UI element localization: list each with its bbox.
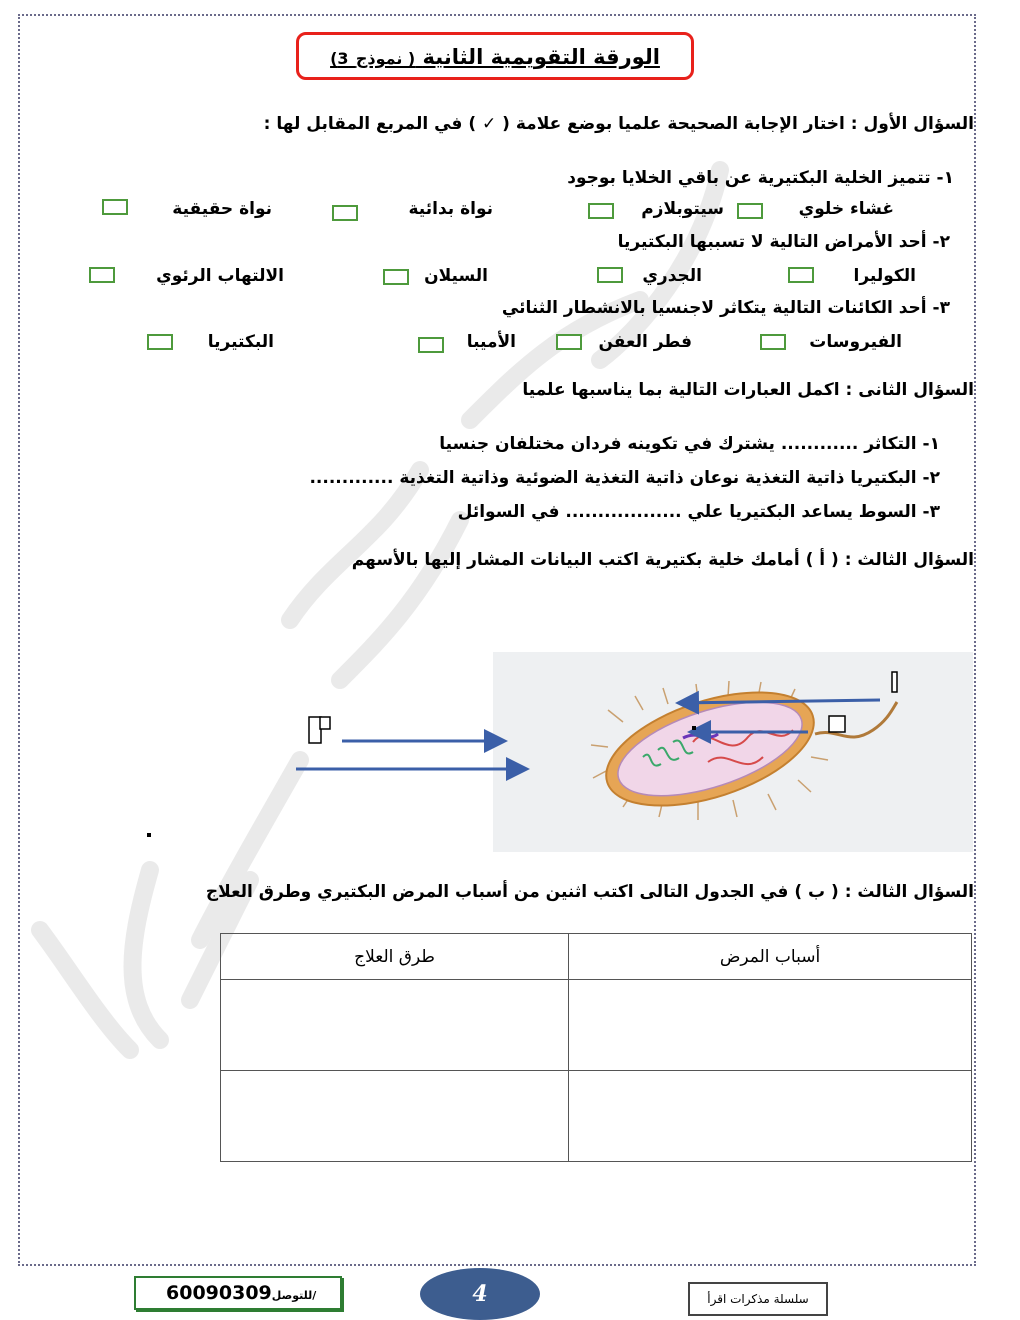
q1-item3-opt1: الفيروسات bbox=[809, 332, 902, 352]
q1-item2-opt3: السيلان bbox=[424, 266, 488, 286]
q1-item1-stem: ١- تتميز الخلية البكتيرية عن باقي الخلايا بوجود bbox=[567, 168, 954, 188]
q1-item2-opt1: الكوليرا bbox=[853, 266, 916, 286]
causes-treatment-table bbox=[220, 933, 972, 1162]
q1-item1-opt3: نواة بدائية bbox=[408, 199, 493, 219]
title-model-number: 3) bbox=[330, 49, 349, 68]
q3b-heading: السؤال الثالث : ( ب ) في الجدول التالى اكتب اثنين من أسباب المرض البكتيري وطرق العلاج bbox=[205, 882, 974, 902]
col-header-causes: أسباب المرض bbox=[569, 934, 972, 980]
q1-item3-opt3: الأميبا bbox=[466, 332, 516, 352]
q1-item3-opt2: فطر العفن bbox=[598, 332, 692, 352]
q2-line3: ٣- السوط يساعد البكتيريا علي .................. في السوائل bbox=[457, 502, 940, 522]
q1-item2-stem: ٢- أحد الأمراض التالية لا تسببها البكتيريا bbox=[617, 232, 950, 252]
col-header-treatment: طرق العلاج bbox=[221, 934, 569, 980]
q1-heading: السؤال الأول : اختار الإجابة الصحيحة علميا بوضع علامة ( ✓ ) في المربع المقابل لها : bbox=[263, 114, 974, 134]
table-row bbox=[221, 980, 972, 1071]
q2-line2: ٢- البكتيريا ذاتية التغذية نوعان ذاتية التغذية الضوئية وذاتية التغذية ............. bbox=[309, 468, 940, 488]
q1-item2-opt2: الجدري bbox=[642, 266, 702, 286]
page-number: 4 bbox=[420, 1268, 540, 1320]
q2-line1: ١- التكاثر ............ يشترك في تكوينه فردان مختلفان جنسيا bbox=[439, 434, 940, 454]
contact-phone: 60090309 bbox=[166, 1282, 272, 1304]
answer-cell-cause-2[interactable] bbox=[569, 1071, 972, 1162]
title-main: الورقة التقويمية الثانية bbox=[422, 45, 660, 69]
q1-item3-stem: ٣- أحد الكائنات التالية يتكاثر لاجنسيا بالانشطار الثنائي bbox=[501, 298, 950, 318]
table-row bbox=[221, 1071, 972, 1162]
series-box bbox=[688, 1282, 828, 1316]
q1-item1-opt1: غشاء خلوي bbox=[798, 199, 894, 219]
answer-cell-cause-1[interactable] bbox=[569, 980, 972, 1071]
q1-item2-opt4: الالتهاب الرئوي bbox=[156, 266, 284, 286]
answer-cell-treatment-1[interactable] bbox=[221, 980, 569, 1071]
series-label: سلسلة مذكرات اقرأ bbox=[707, 1292, 809, 1306]
q1-item3-opt4: البكتيريا bbox=[207, 332, 274, 352]
dot-mark bbox=[147, 833, 151, 837]
q1-item1-opt4: نواة حقيقية bbox=[172, 199, 272, 219]
dot-mark bbox=[692, 726, 696, 730]
q2-heading: السؤال الثانى : اكمل العبارات التالية بما يناسبها علميا bbox=[522, 380, 974, 400]
q3a-heading: السؤال الثالث : ( أ ) أمامك خلية بكتيرية اكتب البيانات المشار إليها بالأسهم bbox=[351, 550, 974, 570]
answer-cell-treatment-2[interactable] bbox=[221, 1071, 569, 1162]
title-model-label: ( نموذج bbox=[355, 49, 416, 68]
contact-box bbox=[134, 1276, 342, 1310]
contact-label: للتوصل/ bbox=[271, 1289, 317, 1302]
q1-item1-opt2: سيتوبلازم bbox=[641, 199, 724, 219]
